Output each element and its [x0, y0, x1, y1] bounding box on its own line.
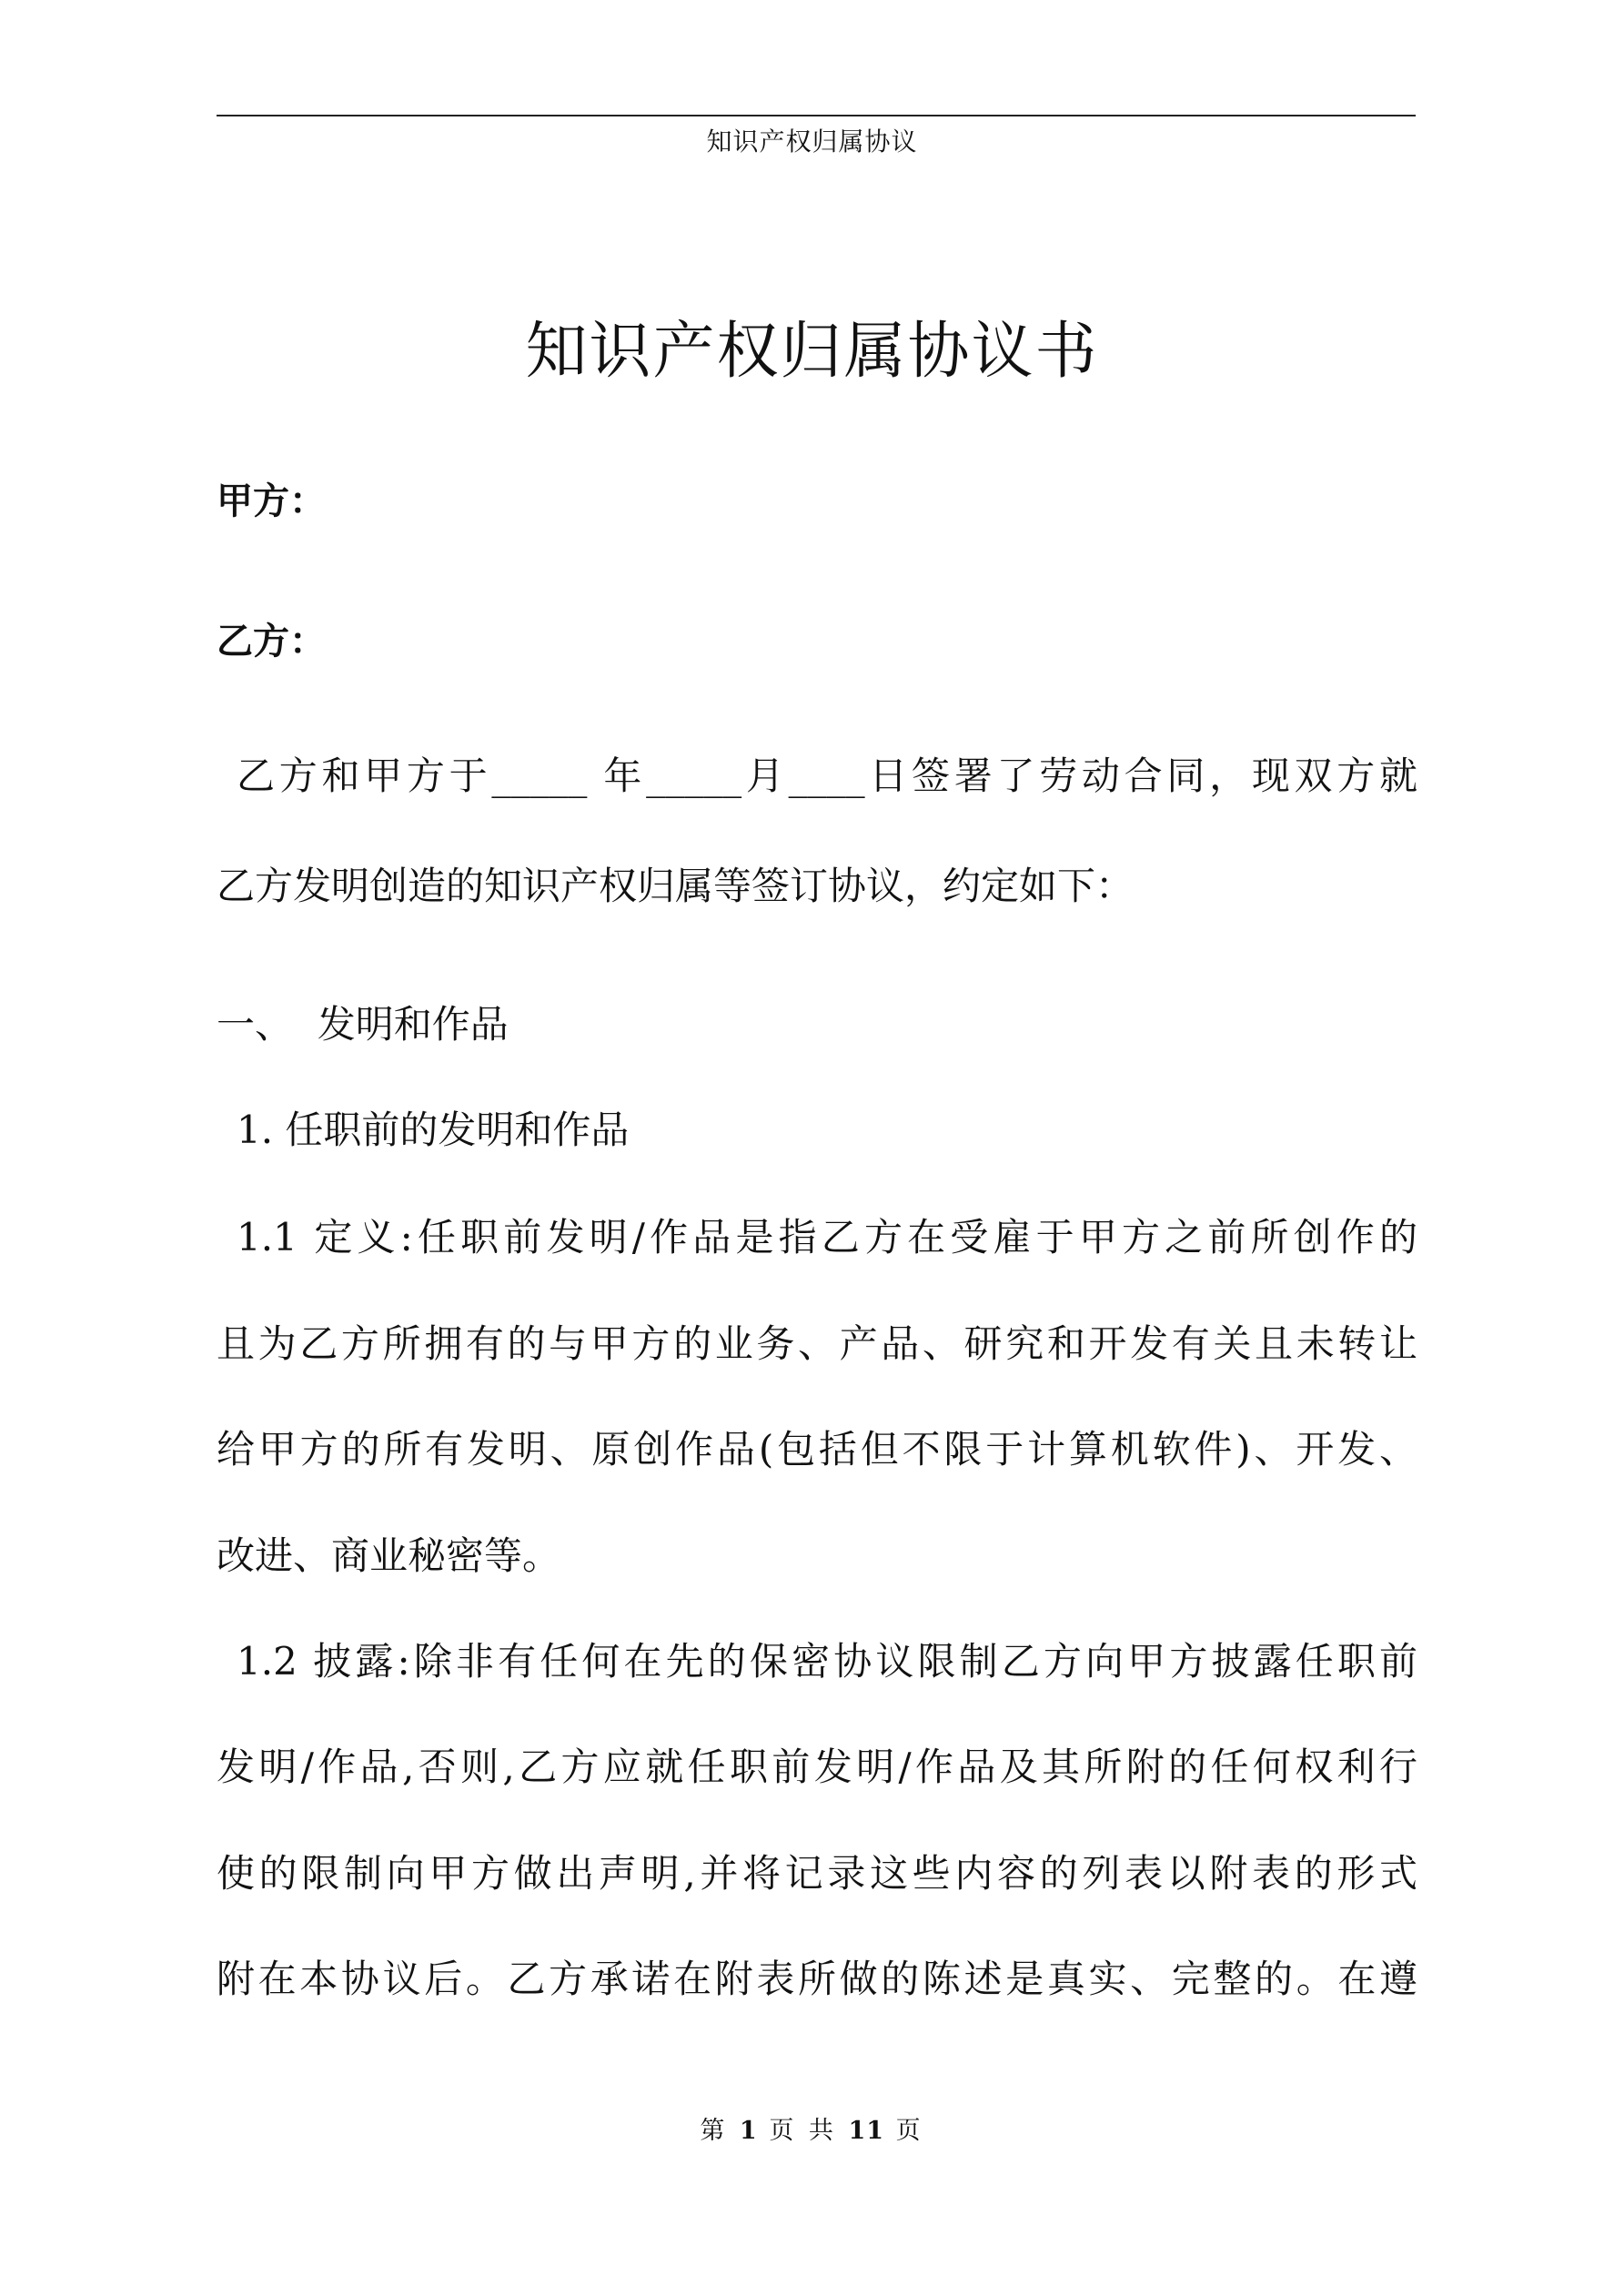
header-rule	[217, 115, 1416, 116]
clause-1-heading: 1. 任职前的发明和作品	[237, 1108, 630, 1152]
clause-1-2-line-3: 使的限制向甲方做出声明,并将记录这些内容的列表以附表的形式	[217, 1851, 1417, 1896]
clause-1-1-line-4: 改进、商业秘密等。	[217, 1533, 561, 1578]
document-title: 知识产权归属协议书	[525, 316, 1099, 388]
clause-1-1-line-2: 且为乙方所拥有的与甲方的业务、产品、研究和开发有关且未转让	[217, 1321, 1417, 1366]
clause-1-1-line-3: 给甲方的所有发明、原创作品(包括但不限于计算机软件)、开发、	[217, 1427, 1417, 1472]
intro-line-2: 乙方发明创造的知识产权归属等签订协议，约定如下：	[217, 864, 1135, 908]
clause-1-2-line-2: 发明/作品,否则,乙方应就任职前发明/作品及其所附的任何权利行	[217, 1745, 1417, 1789]
current-page-number: 1	[739, 2117, 758, 2145]
footer-suffix: 页	[895, 2117, 924, 2145]
footer-middle: 页 共	[769, 2117, 837, 2145]
section-1-heading: 一、 发明和作品	[217, 1002, 509, 1047]
party-b-label: 乙方：	[217, 620, 326, 663]
clause-1-2-line-4: 附在本协议后。乙方承诺在附表所做的陈述是真实、完整的。在遵	[217, 1957, 1417, 2001]
party-a-label: 甲方：	[217, 480, 326, 522]
running-header: 知识产权归属协议	[706, 126, 918, 157]
page-footer	[0, 2113, 1624, 2149]
clause-1-1-line-1: 1.1 定义:任职前发明/作品是指乙方在受雇于甲方之前所创作的	[237, 1215, 1417, 1259]
total-pages-number: 11	[848, 2117, 885, 2145]
footer-prefix: 第	[700, 2117, 729, 2145]
intro-line-1: 乙方和甲方于_____ 年_____月____日签署了劳动合同，现双方就	[237, 754, 1417, 798]
clause-1-2-line-1: 1.2 披露:除非有任何在先的保密协议限制乙方向甲方披露任职前	[237, 1639, 1417, 1684]
